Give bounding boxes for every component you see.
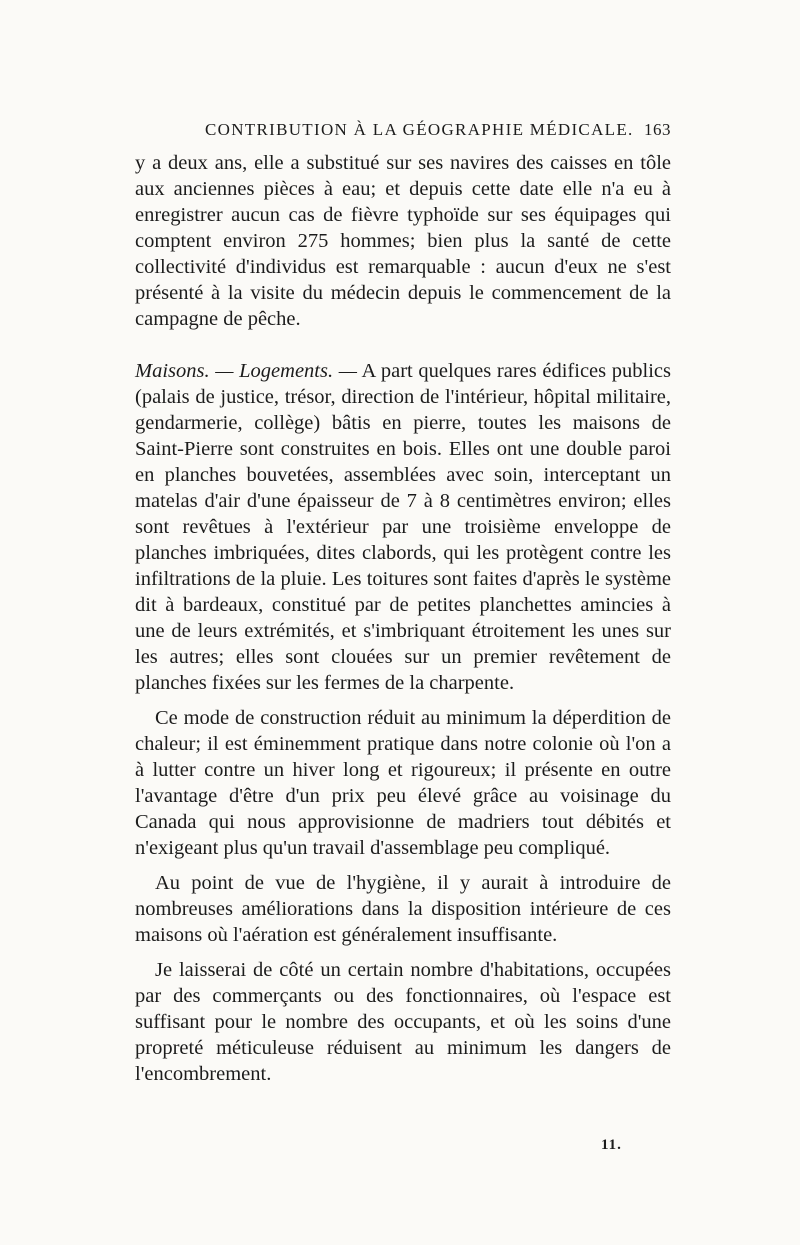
paragraph-maisons: [135, 358, 671, 696]
page-number: 163: [644, 120, 671, 139]
paragraph-hygiene: [135, 870, 671, 948]
running-title: CONTRIBUTION À LA GÉOGRAPHIE MÉDICALE.: [205, 120, 634, 139]
body-text: [135, 150, 671, 1087]
paragraph-construction: [135, 705, 671, 861]
paragraph-text: A part quelques rares édifices publics (palais de justice, trésor, direction de l'intérieur, hôpital militaire, gendarmerie, collège) bâtis en pierre, toutes les maisons de Saint-Pierre sont construites en bois. Elles ont une double paroi en planches bouvetées, assemblées avec soin, interceptant un matelas d'air d'une épaisseur de 7 à 8 centimètres environ; elles sont revêtues à l'extérieur par une troisième enveloppe de planches imbriquées, dites clabords, qui les protègent contre les infiltrations de la pluie. Les toitures sont faites d'après le système dit à bardeaux, constitué par de petites planchettes amincies à une de leurs extrémités, et s'imbriquant étroitement les unes sur les autres; elles sont clouées sur un premier revêtement de planches fixées sur les fermes de la charpente.: [135, 360, 671, 694]
paragraph-text: Au point de vue de l'hygiène, il y aurait à introduire de nombreuses améliorations dans la disposition intérieure de ces maisons où l'aération est généralement insuffisante.: [135, 872, 671, 946]
running-head: [135, 120, 671, 144]
paragraph-text: Je laisserai de côté un certain nombre d'habitations, occupées par des commerçants ou des fonctionnaires, où l'espace est suffisant pour le nombre des occupants, et où les soins d'une propreté méticuleuse réduisent au minimum les dangers de l'encombrement.: [135, 959, 671, 1085]
paragraph-habitations: [135, 957, 671, 1087]
signature-mark: 11.: [601, 1137, 622, 1153]
paragraph-text: Ce mode de construction réduit au minimum la déperdition de chaleur; il est éminemment pratique dans notre colonie où l'on a à lutter contre un hiver long et rigoureux; il présente en outre l'avantage d'être d'un prix peu élevé grâce au voisinage du Canada qui nous approvisionne de madriers tout débités et n'exigeant plus qu'un travail d'assemblage peu compliqué.: [135, 707, 671, 859]
section-run-in-heading: Maisons. — Logements. —: [135, 360, 357, 382]
paragraph-text: y a deux ans, elle a substitué sur ses navires des caisses en tôle aux anciennes pièces à eau; et depuis cette date elle n'a eu à enregistrer aucun cas de fièvre typhoïde sur ses équipages qui comptent environ 275 hommes; bien plus la santé de cette collectivité d'individus est remarquable : aucun d'eux ne s'est présenté à la visite du médecin depuis le commencement de la campagne de pêche.: [135, 152, 671, 330]
paragraph-continuation: [135, 150, 671, 332]
